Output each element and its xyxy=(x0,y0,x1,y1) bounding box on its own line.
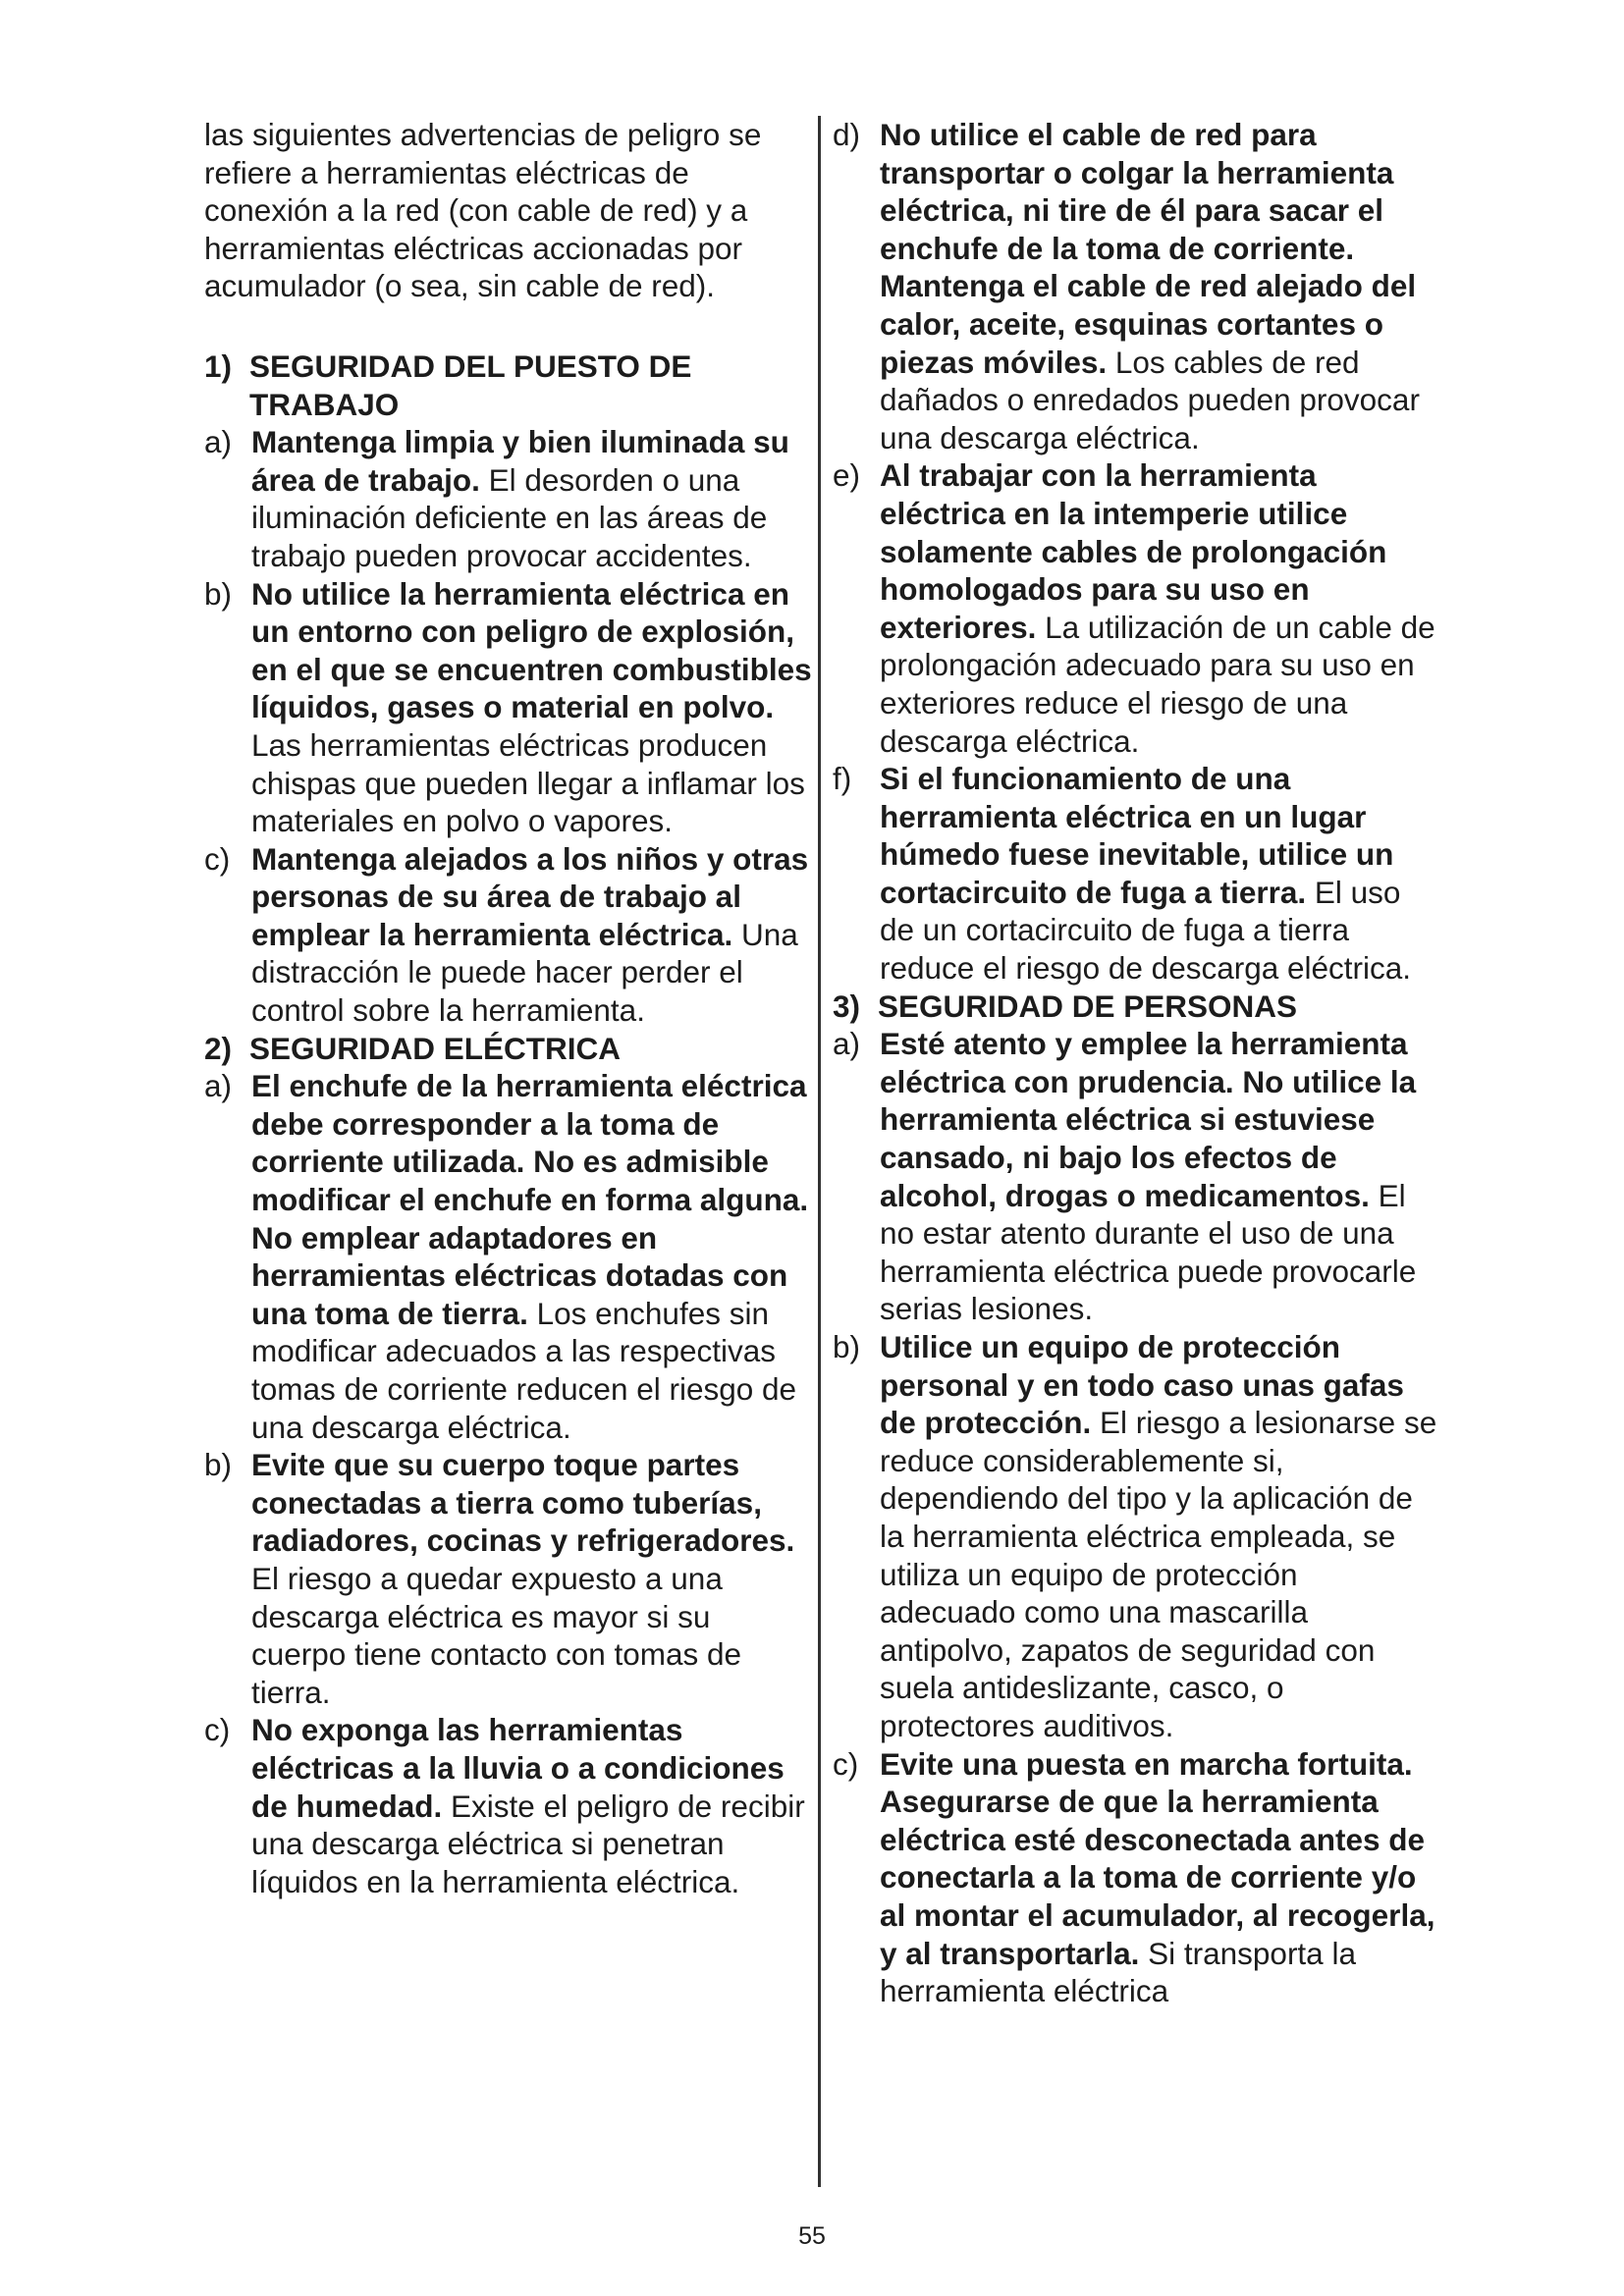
section-number: 2) xyxy=(204,1030,233,1066)
list-item xyxy=(204,575,813,840)
section-number: 1) xyxy=(204,347,233,384)
list-item xyxy=(833,456,1441,760)
item-label: a) xyxy=(833,1026,861,1062)
item-warning: Evite que su cuerpo toque partes conectadas a tierra como tuberías, radiadores, cocinas y refrigeradores. xyxy=(251,1447,795,1559)
item-explanation: Si transporta la herramienta eléctrica xyxy=(880,1935,1356,2009)
intro-paragraph: las siguientes advertencias de peligro se refiere a herramientas eléctricas de conexión a la red (con cable de red) y a herramientas eléctricas accionadas por acumulador (o sea, sin cable de red). xyxy=(204,117,762,304)
item-label: a) xyxy=(204,1068,233,1104)
item-explanation: El no estar atento durante el uso de una herramienta eléctrica puede provocarle serias lesiones. xyxy=(880,1177,1417,1327)
item-warning: Evite una puesta en marcha fortuita. Asegurarse de que la herramienta eléctrica esté desconectada antes de conectarla a la toma de corriente y/o al montar el acumulador, al recogerla, y al transportarla. xyxy=(880,1745,1435,1971)
item-warning: Al trabajar con la herramienta eléctrica en la intemperie utilice solamente cables de prolongación homologados para su uso en exteriores. xyxy=(880,457,1387,645)
section-title: SEGURIDAD DE PERSONAS xyxy=(878,988,1298,1024)
list-item xyxy=(833,1745,1441,2010)
item-explanation: El riesgo a quedar expuesto a una descarga eléctrica es mayor si su cuerpo tiene contacto con tomas de tierra. xyxy=(251,1560,742,1710)
item-explanation: El desorden o una iluminación deficiente en las áreas de trabajo pueden provocar accidentes. xyxy=(251,461,768,573)
section-number: 3) xyxy=(833,988,861,1024)
list-item xyxy=(204,1067,813,1446)
item-label: b) xyxy=(204,1447,233,1483)
item-label: f) xyxy=(833,761,852,797)
section-heading-work-area-safety xyxy=(204,347,813,423)
item-label: c) xyxy=(204,1712,231,1748)
left-column xyxy=(204,116,813,1900)
list-item xyxy=(204,1711,813,1900)
item-warning: Utilice un equipo de protección personal y en todo caso unas gafas de protección. xyxy=(880,1329,1404,1441)
item-explanation: Una distracción le puede hacer perder el control sobre la herramienta. xyxy=(251,916,798,1029)
item-label: b) xyxy=(204,575,233,612)
item-label: b) xyxy=(833,1329,861,1364)
section-heading-electrical-safety xyxy=(204,1030,813,1068)
item-warning: No utilice el cable de red para transportar o colgar la herramienta eléctrica, ni tire de él para sacar el enchufe de la toma de corriente. Mantenga el cable de red alejado del calor, aceite, esquinas cortantes o piezas móviles. xyxy=(880,117,1417,380)
item-label: c) xyxy=(204,840,231,877)
column-divider xyxy=(818,116,821,2187)
item-warning: Mantenga limpia y bien iluminada su área de trabajo. xyxy=(251,424,789,498)
list-item xyxy=(833,116,1441,456)
item-explanation: Los cables de red dañados o enredados pueden provocar una descarga eléctrica. xyxy=(880,344,1420,455)
item-label: d) xyxy=(833,117,861,152)
item-warning: No utilice la herramienta eléctrica en un entorno con peligro de explosión, en el que se encuentren combustibles líquidos, gases o material en polvo. xyxy=(251,575,812,725)
item-explanation: Las herramientas eléctricas producen chispas que pueden llegar a inflamar los materiales en polvo o vapores. xyxy=(251,726,805,839)
item-warning: Esté atento y emplee la herramienta eléctrica con prudencia. No utilice la herramienta eléctrica si estuviese cansado, ni bajo los efectos de alcohol, drogas o medicamentos. xyxy=(880,1026,1417,1213)
item-warning: Mantenga alejados a los niños y otras personas de su área de trabajo al emplear la herramienta eléctrica. xyxy=(251,840,809,952)
item-label: e) xyxy=(833,457,861,494)
list-item xyxy=(204,840,813,1030)
item-warning: No exponga las herramientas eléctricas a la lluvia o a condiciones de humedad. xyxy=(251,1712,785,1824)
item-warning: Si el funcionamiento de una herramienta eléctrica en un lugar húmedo fuese inevitable, utilice un cortacircuito de fuga a tierra. xyxy=(880,761,1394,910)
list-item xyxy=(204,423,813,574)
right-column xyxy=(833,116,1441,2010)
item-explanation: La utilización de un cable de prolongación adecuado para su uso en exteriores reduce el riesgo de una descarga eléctrica. xyxy=(880,609,1435,759)
page-number: 55 xyxy=(798,2222,826,2250)
section-title: SEGURIDAD ELÉCTRICA xyxy=(249,1030,622,1066)
item-warning: El enchufe de la herramienta eléctrica debe corresponder a la toma de corriente utilizada. No es admisible modificar el enchufe en forma alguna. No emplear adaptadores en herramientas eléctricas dotadas con una toma de tierra. xyxy=(251,1068,809,1331)
item-explanation: Los enchufes sin modificar adecuados a las respectivas tomas de corriente reducen el riesgo de una descarga eléctrica. xyxy=(251,1295,797,1445)
item-explanation: Existe el peligro de recibir una descarga eléctrica si penetran líquidos en la herramienta eléctrica. xyxy=(251,1788,805,1899)
item-label: a) xyxy=(204,424,233,460)
list-item xyxy=(833,760,1441,988)
item-explanation: El riesgo a lesionarse se reduce considerablemente si, dependiendo del tipo y la aplicación de la herramienta eléctrica empleada, se utiliza un equipo de protección adecuado como una mascarilla antipolvo, zapatos de seguridad con suela antideslizante, casco, o protectores auditivos. xyxy=(880,1405,1437,1743)
section-heading-personal-safety xyxy=(833,988,1441,1026)
item-explanation: El uso de un cortacircuito de fuga a tierra reduce el riesgo de descarga eléctrica. xyxy=(880,874,1412,987)
section-title: SEGURIDAD DEL PUESTO DE TRABAJO xyxy=(249,347,692,422)
list-item xyxy=(833,1025,1441,1328)
list-item xyxy=(204,1446,813,1711)
item-label: c) xyxy=(833,1745,859,1782)
list-item xyxy=(833,1328,1441,1745)
